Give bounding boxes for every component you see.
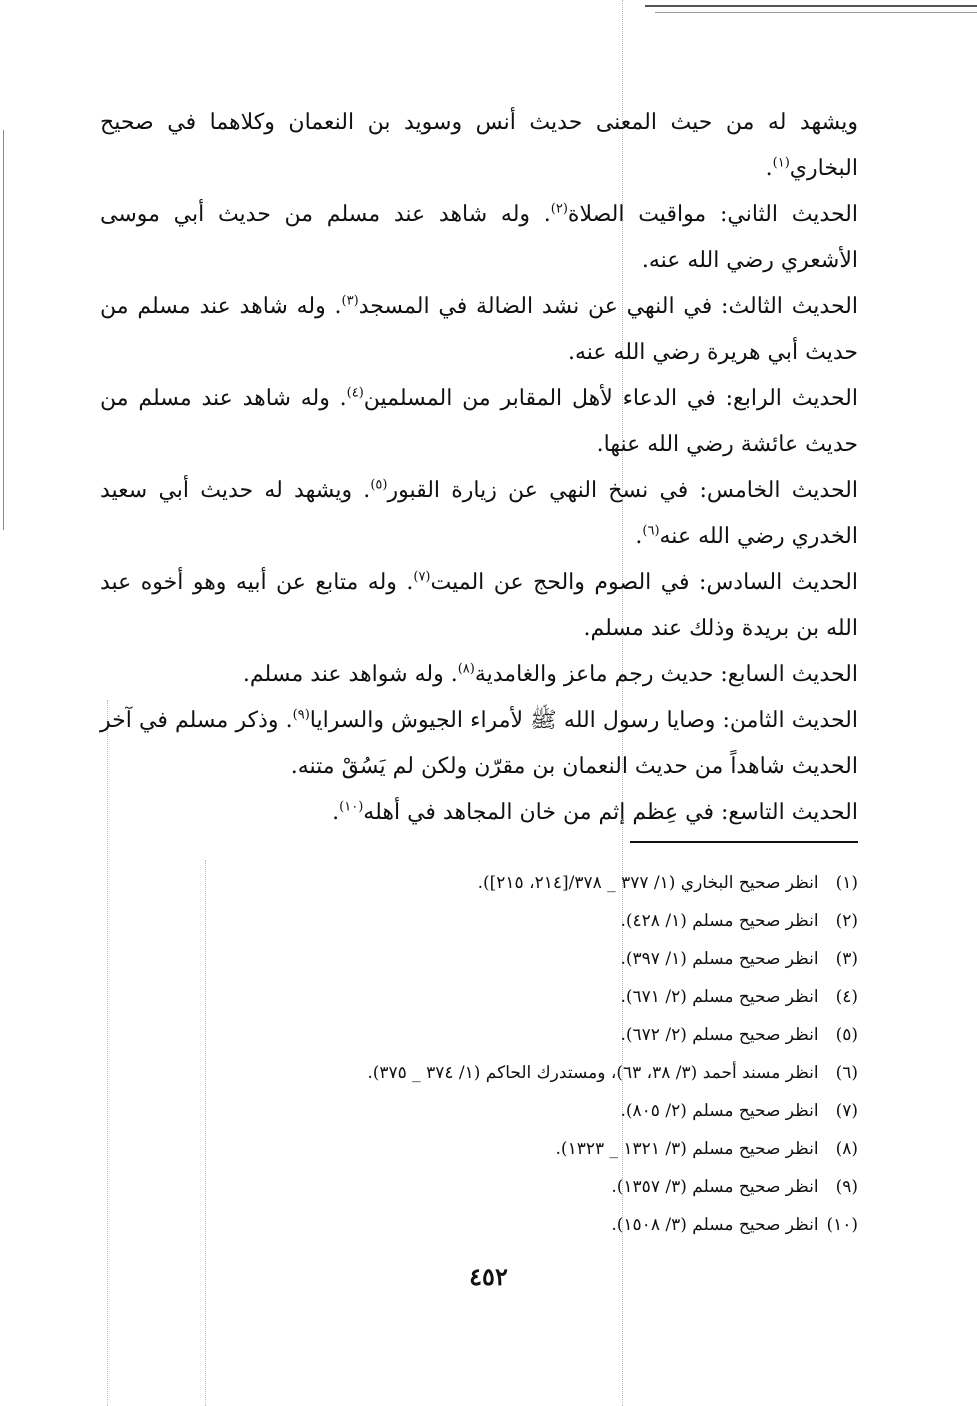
paragraph-intro: [100, 100, 858, 192]
footnote-reference: (٥): [370, 477, 388, 493]
scan-margin-line: [3, 130, 4, 530]
footnote-item: [218, 1168, 858, 1206]
paragraph-text: ويشهد له من حيث المعنى حديث أنس وسويد بن النعمان وكلاهما في صحيح البخاري: [100, 110, 858, 181]
paragraph-hadith-6: [100, 560, 858, 652]
footnote-separator: [630, 841, 858, 843]
footnotes-list: [218, 864, 858, 1244]
footnote-reference: (٢): [550, 201, 568, 217]
paragraph-text: . وذكر مسلم في آخر الحديث شاهداً من حديث النعمان بن مقرّن ولكن لم يَسُقْ متنه.: [100, 708, 858, 779]
footnote-item: [218, 1054, 858, 1092]
main-text: [100, 100, 858, 836]
footnote-item: [218, 978, 858, 1016]
footnote-reference: (١٠): [339, 799, 364, 815]
footnote-number: (٦): [835, 1063, 858, 1083]
footnote-item: [218, 902, 858, 940]
footnote-number: (١): [835, 873, 858, 893]
paragraph-text: الحديث الثاني: مواقيت الصلاة: [567, 202, 858, 227]
footnote-text: انظر صحيح مسلم (٣/ ١٥٠٨).: [611, 1215, 819, 1235]
top-edge-rule-secondary: [655, 12, 977, 13]
paragraph-hadith-9: [100, 790, 858, 836]
footnote-number: (٩): [835, 1177, 858, 1197]
paragraph-hadith-2: [100, 192, 858, 284]
paragraph-text: . ويشهد له حديث أبي سعيد الخدري رضي الله عنه: [100, 478, 858, 549]
paragraph-hadith-5: [100, 468, 858, 560]
footnote-item: [218, 940, 858, 978]
paragraph-text: الحديث التاسع: في عِظم إثم من خان المجاهد في أهله: [363, 800, 858, 825]
footnote-text: انظر صحيح البخاري (١/ ٣٧٧ _ ٣٧٨/[٢١٤، ٢١٥]).: [477, 873, 819, 893]
paragraph-text: . وله شاهد عند مسلم من حديث عائشة رضي الله عنها.: [100, 386, 858, 457]
footnote-text: انظر صحيح مسلم (٢/ ٦٧١).: [620, 987, 819, 1007]
footnote-text: انظر صحيح مسلم (١/ ٣٩٧).: [620, 949, 819, 969]
footnote-item: [218, 1206, 858, 1244]
footnote-item: [218, 1130, 858, 1168]
paragraph-text: .: [332, 800, 340, 825]
paragraph-text: . وله شاهد عند مسلم من حديث أبي هريرة رضي الله عنه.: [100, 294, 858, 365]
footnote-text: انظر صحيح مسلم (٢/ ٨٠٥).: [620, 1101, 819, 1121]
paragraph-text: الحديث الثالث: في النهي عن نشد الضالة في المسجد: [358, 294, 858, 319]
footnote-text: انظر صحيح مسلم (٣/ ١٣٥٧).: [611, 1177, 819, 1197]
footnote-reference: (٤): [346, 385, 364, 401]
footnote-number: (٨): [835, 1139, 858, 1159]
footnote-number: (٣): [835, 949, 858, 969]
footnote-number: (١٠): [826, 1215, 858, 1235]
page-number: ٤٥٢: [469, 1262, 508, 1291]
footnote-text: انظر صحيح مسلم (١/ ٤٢٨).: [620, 911, 819, 931]
footnote-text: انظر مسند أحمد (٣/ ٣٨، ٦٣)، ومستدرك الحاكم (١/ ٣٧٤ _ ٣٧٥).: [367, 1063, 819, 1083]
footnote-reference: (٦): [642, 523, 660, 539]
footnote-text: انظر صحيح مسلم (٣/ ١٣٢١ _ ١٣٢٣).: [555, 1139, 819, 1159]
paragraph-hadith-7: [100, 652, 858, 698]
paragraph-text: الحديث الخامس: في نسخ النهي عن زيارة القبور: [387, 478, 858, 503]
paragraph-text: .: [765, 156, 773, 181]
paragraph-text: الحديث السابع: حديث رجم ماعز والغامدية: [474, 662, 858, 687]
footnote-item: [218, 1016, 858, 1054]
paragraph-text: الحديث الرابع: في الدعاء لأهل المقابر من المسلمين: [363, 386, 858, 411]
paragraph-hadith-8: [100, 698, 858, 790]
paragraph-text: . وله شاهد عند مسلم من حديث أبي موسى الأشعري رضي الله عنه.: [100, 202, 858, 273]
footnote-item: [218, 1092, 858, 1130]
footnote-number: (٤): [835, 987, 858, 1007]
paragraph-text: .: [635, 524, 643, 549]
footnote-reference: (٩): [292, 707, 310, 723]
footnote-reference: (١): [772, 155, 790, 171]
paragraph-text: . وله شواهد عند مسلم.: [242, 662, 458, 687]
footnote-number: (٥): [835, 1025, 858, 1045]
footnote-reference: (٨): [457, 661, 475, 677]
paragraph-text: الحديث الثامن: وصايا رسول الله ﷺ لأمراء الجيوش والسرايا: [309, 708, 858, 733]
footnote-text: انظر صحيح مسلم (٢/ ٦٧٢).: [620, 1025, 819, 1045]
footnote-number: (٢): [835, 911, 858, 931]
footnote-number: (٧): [835, 1101, 858, 1121]
paragraph-hadith-4: [100, 376, 858, 468]
paragraph-text: الحديث السادس: في الصوم والحج عن الميت: [430, 570, 858, 595]
paragraph-hadith-3: [100, 284, 858, 376]
footnote-item: [218, 864, 858, 902]
top-edge-rule: [645, 5, 977, 7]
paragraph-text: . وله متابع عن أبيه وهو أخوه عبد الله بن بريدة وذلك عند مسلم.: [100, 570, 858, 641]
scan-fold-line-mid: [205, 860, 206, 1406]
footnote-reference: (٧): [413, 569, 431, 585]
footnote-reference: (٣): [341, 293, 359, 309]
